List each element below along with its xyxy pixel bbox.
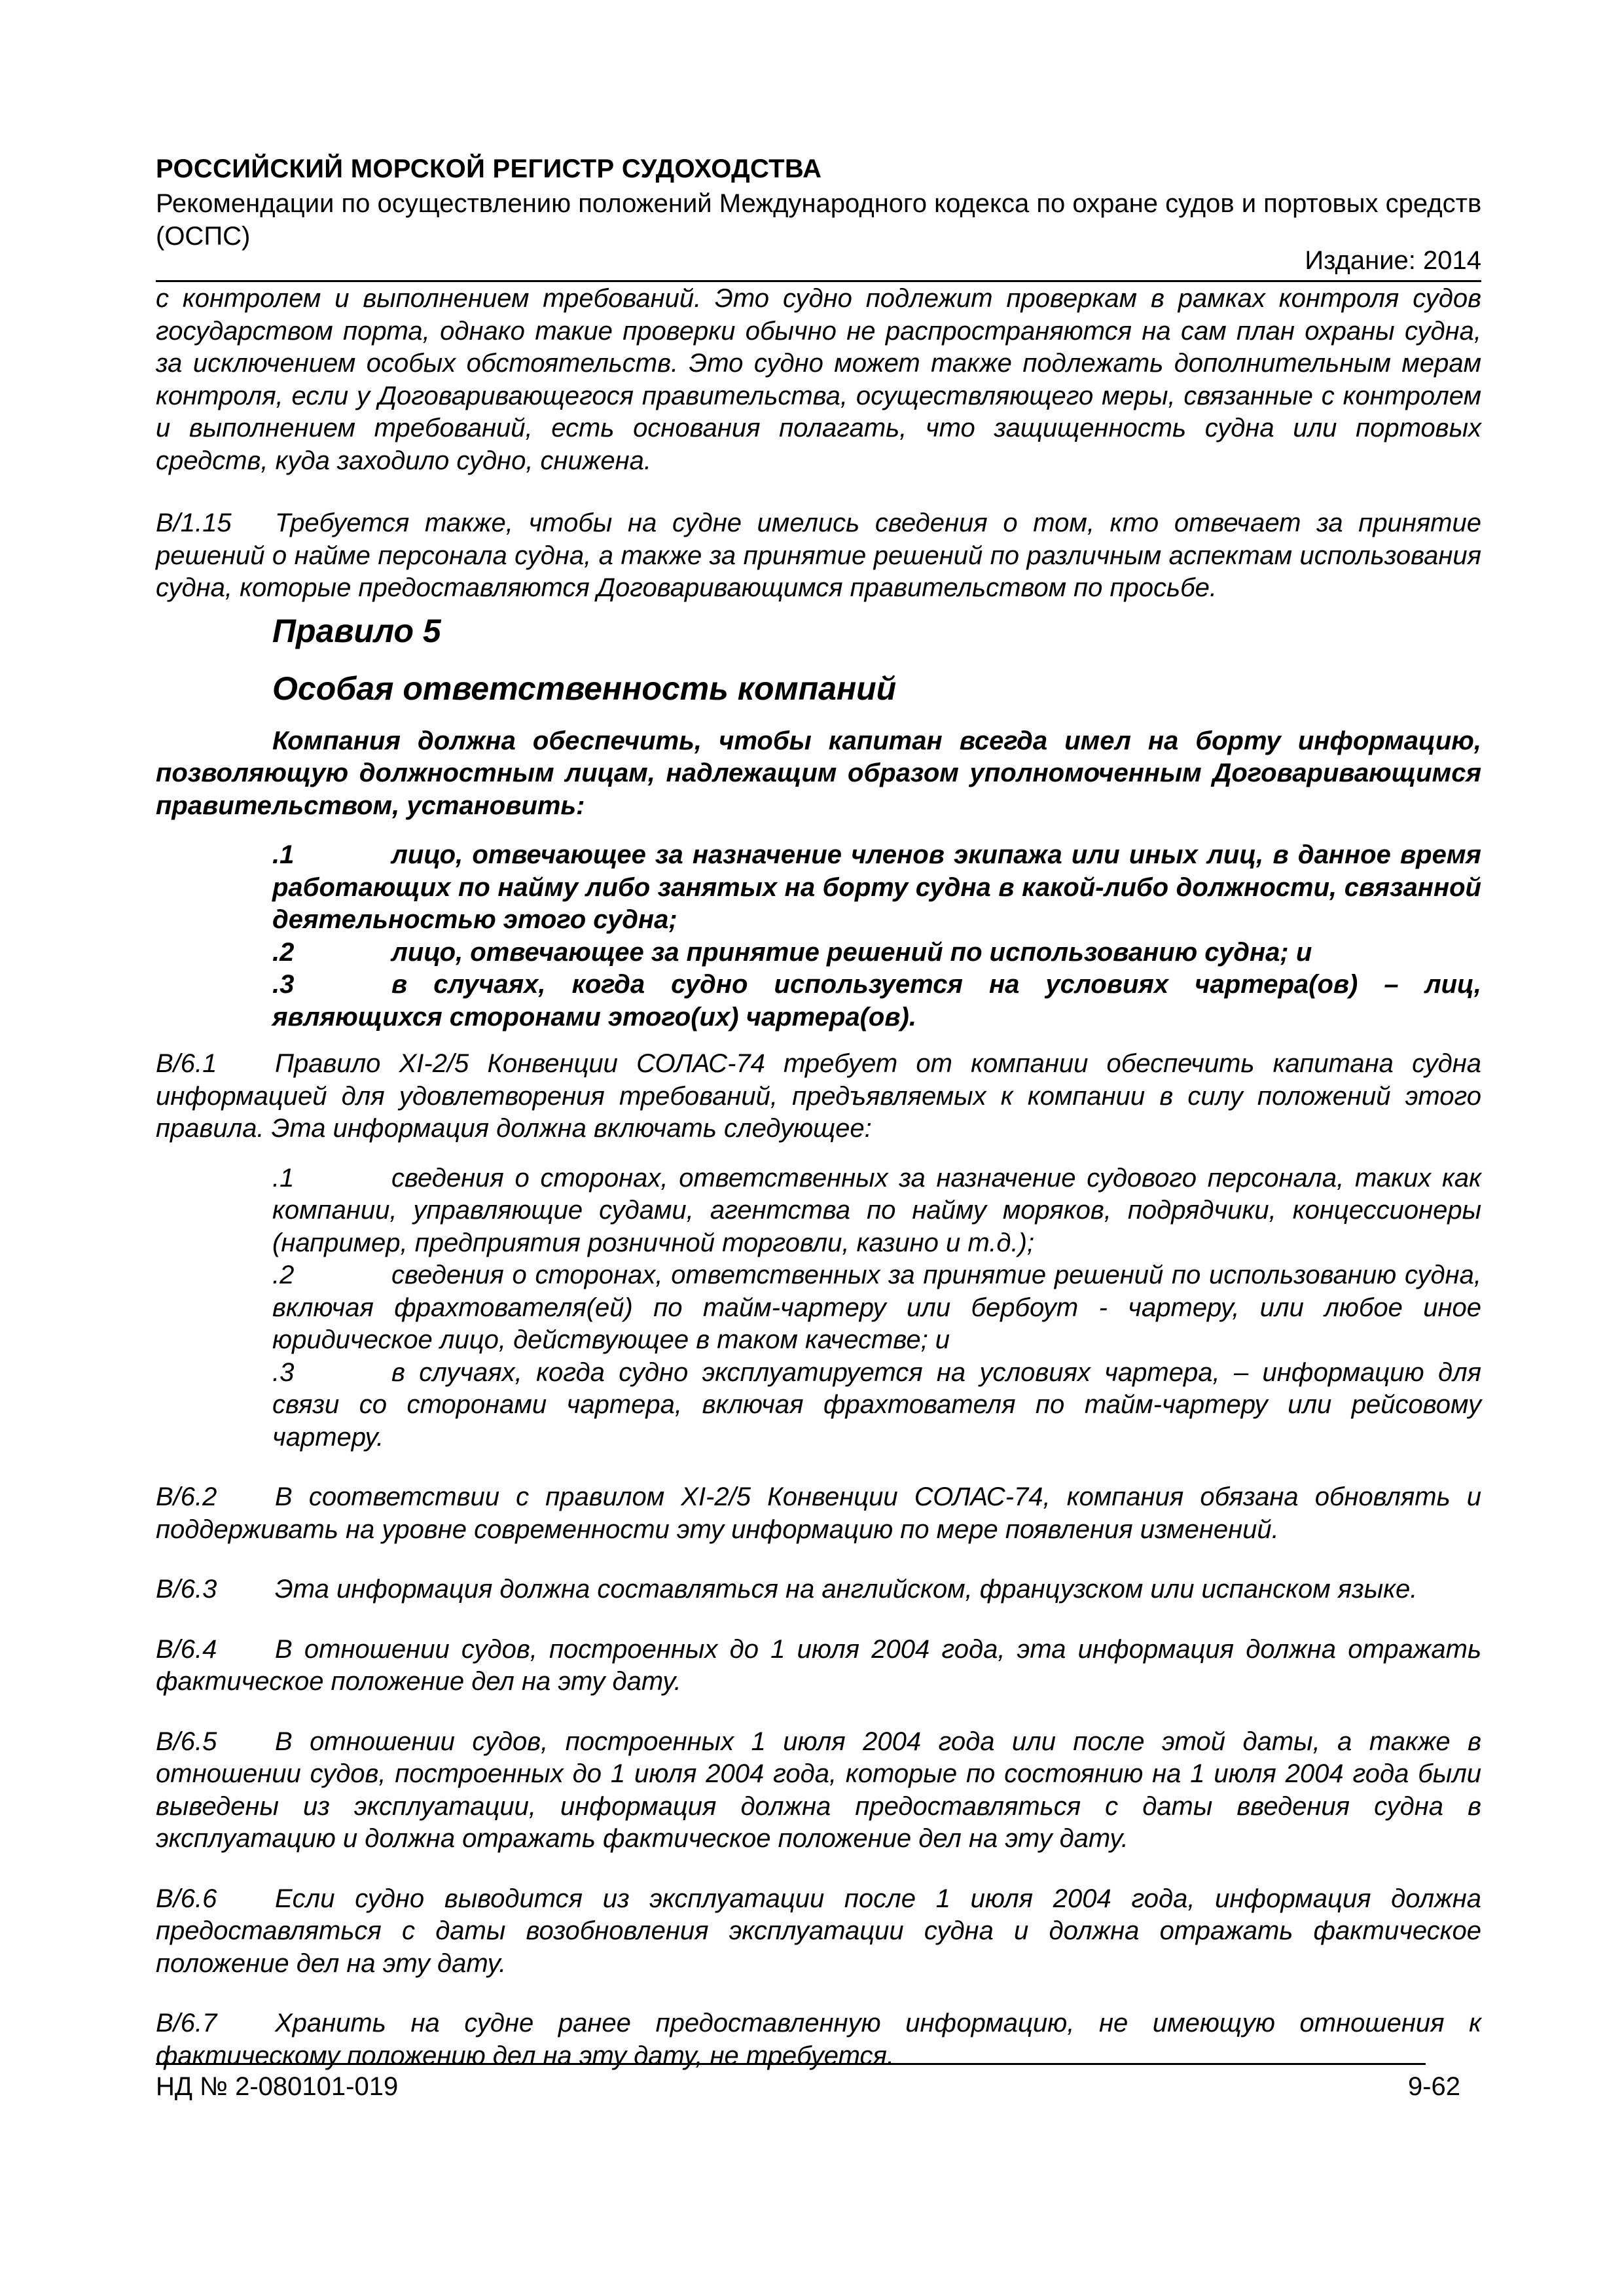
paragraph-number: B/6.7 bbox=[156, 2009, 217, 2037]
paragraph-b6-4 bbox=[156, 1634, 1481, 1698]
paragraph-text: Хранить на судне ранее предоставленную информацию, не имеющую отношения к фактическому положению дел на эту дату, не требуется. bbox=[156, 2009, 1481, 2070]
paragraph-number: B/1.15 bbox=[156, 509, 232, 537]
organization-name: РОССИЙСКИЙ МОРСКОЙ РЕГИСТР СУДОХОДСТВА bbox=[156, 154, 822, 183]
paragraph-text: Требуется также, чтобы на судне имелись сведения о том, кто отвечает за принятие решений о найме персонала судна, а также за принятие решений по различным аспектам использования судна, которые предоставляются Договаривающимся правительством по просьбе. bbox=[156, 509, 1481, 602]
paragraph-text: Эта информация должна составляться на английском, французском или испанском языке. bbox=[275, 1575, 1418, 1604]
list-item-text: сведения о сторонах, ответственных за принятие решений по использованию судна, включая фрахтователя(ей) по тайм-чартеру или бербоут - чартеру, или любое иное юридическое лицо, действующее в таком качестве; и bbox=[272, 1261, 1481, 1354]
list-item-number: .3 bbox=[272, 1357, 295, 1387]
list-item-number: .1 bbox=[272, 840, 295, 869]
paragraph-number: B/6.6 bbox=[156, 1884, 217, 1913]
b6-1-list bbox=[272, 1162, 1481, 1454]
paragraph-b1-15 bbox=[156, 507, 1481, 605]
document-body bbox=[156, 283, 1481, 2072]
rule-list-item bbox=[272, 839, 1481, 937]
paragraph-number: B/6.1 bbox=[156, 1049, 217, 1078]
paragraph-text: Правило XI-2/5 Конвенции СОЛАС-74 требует от компании обеспечить капитана судна информацией для удовлетворения требований, предъявляемых к компании в силу положений этого правила. Эта информация должна включать следующее: bbox=[156, 1049, 1481, 1143]
rule-subtitle: Особая ответственность компаний bbox=[272, 670, 897, 707]
document-subtitle: Рекомендации по осуществлению положений Международного кодекса по охране судов и портовых средств (ОСПС) bbox=[156, 189, 1482, 251]
paragraph-number: B/6.5 bbox=[156, 1727, 217, 1756]
intro-paragraph: с контролем и выполнением требований. Это судно подлежит проверкам в рамках контроля судов государством порта, однако такие проверки обычно не распространяются на сам план охраны судна, за исключением особых обстоятельств. Это судно может также подлежать дополнительным мерам контроля, если у Договаривающегося правительства, осуществляющего меры, связанные с контролем и выполнением требований, есть основания полагать, что защищенность судна или портовых средств, куда заходило судно, снижена. bbox=[156, 284, 1481, 475]
footer-divider bbox=[156, 2063, 1426, 2065]
list-item-number: .2 bbox=[272, 937, 295, 967]
document-number: НД № 2-080101-019 bbox=[156, 2072, 399, 2101]
b6-1-list-item bbox=[272, 1357, 1481, 1454]
paragraph-text: В отношении судов, построенных до 1 июля 2004 года, эта информация должна отражать фактическое положение дел на эту дату. bbox=[156, 1634, 1481, 1696]
list-item-text: лицо, отвечающее за принятие решений по использованию судна; и bbox=[391, 937, 1312, 967]
list-item-number: .1 bbox=[272, 1163, 295, 1193]
paragraph-number: B/6.2 bbox=[156, 1482, 217, 1511]
list-item-text: лицо, отвечающее за назначение членов экипажа или иных лиц, в данное время работающих по найму либо занятых на борту судна в какой-либо должности, связанной деятельностью этого судна; bbox=[272, 840, 1481, 934]
paragraph-b6-3 bbox=[156, 1573, 1481, 1606]
list-item-text: сведения о сторонах, ответственных за назначение судового персонала, таких как компании, управляющие судами, агентства по найму моряков, подрядчики, концессионеры (например, предприятия розничной торговли, казино и т.д.); bbox=[272, 1163, 1481, 1257]
paragraph-b6-1 bbox=[156, 1048, 1481, 1145]
paragraph-b6-2 bbox=[156, 1481, 1481, 1546]
rule-intro: Компания должна обеспечить, чтобы капитан всегда имел на борту информацию, позволяющую должностным лицам, надлежащим образом уполномоченным Договаривающимся правительством, установить: bbox=[156, 726, 1481, 820]
page-number: 9-62 bbox=[1407, 2072, 1460, 2101]
list-item-number: .2 bbox=[272, 1261, 295, 1289]
list-item-text: в случаях, когда судно используется на условиях чартера(ов) – лиц, являющихся сторонами этого(их) чартера(ов). bbox=[272, 970, 1481, 1031]
rule-title: Правило 5 bbox=[272, 612, 441, 649]
rule-list bbox=[272, 839, 1481, 1033]
list-item-number: .3 bbox=[272, 970, 295, 999]
paragraph-number: B/6.4 bbox=[156, 1634, 217, 1664]
paragraph-text: В отношении судов, построенных 1 июля 2004 года или после этой даты, а также в отношении судов, построенных до 1 июля 2004 года, которые по состоянию на 1 июля 2004 года были выведены из эксплуатации, информация должна предоставляться с даты введения судна в эксплуатацию и должна отражать фактическое положение дел на эту дату. bbox=[156, 1727, 1481, 1853]
paragraph-b6-5 bbox=[156, 1726, 1481, 1856]
rule-list-item bbox=[272, 937, 1481, 969]
b6-1-list-item bbox=[272, 1259, 1481, 1357]
b6-1-list-item bbox=[272, 1162, 1481, 1260]
rule-list-item bbox=[272, 969, 1481, 1033]
paragraph-text: В соответствии с правилом XI-2/5 Конвенции СОЛАС-74, компания обязана обновлять и поддерживать на уровне современности эту информацию по мере появления изменений. bbox=[156, 1482, 1481, 1544]
header-divider bbox=[156, 280, 1481, 282]
paragraph-b6-6 bbox=[156, 1883, 1481, 1981]
paragraph-number: B/6.3 bbox=[156, 1575, 217, 1604]
edition-label: Издание: 2014 bbox=[1305, 246, 1481, 275]
list-item-text: в случаях, когда судно эксплуатируется на условиях чартера, – информацию для связи со сторонами чартера, включая фрахтователя по тайм-чартеру или рейсовому чартеру. bbox=[272, 1357, 1481, 1452]
paragraph-text: Если судно выводится из эксплуатации после 1 июля 2004 года, информация должна предоставляться с даты возобновления эксплуатации судна и должна отражать фактическое положение дел на эту дату. bbox=[156, 1884, 1481, 1978]
